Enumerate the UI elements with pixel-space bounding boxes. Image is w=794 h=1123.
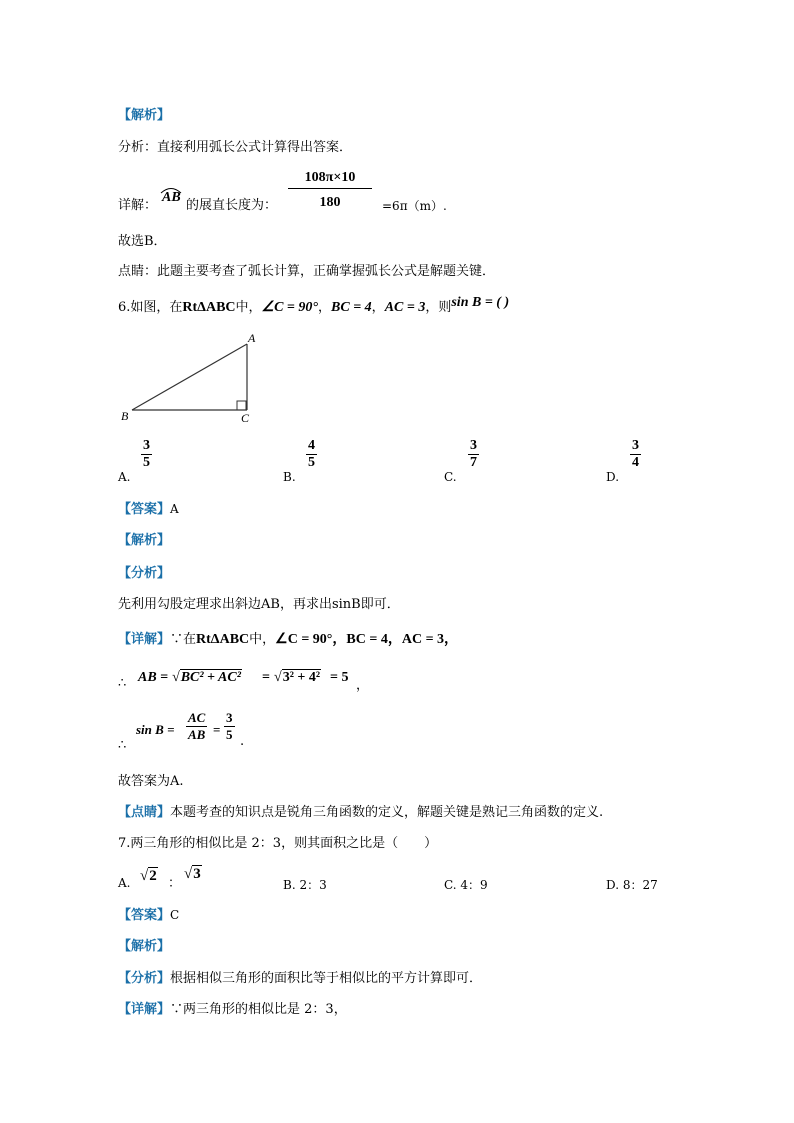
q6-sin-num: AC [188,710,206,725]
q6-option-a-num: 3 [143,438,150,453]
q6-fig-label-a: A [248,331,256,345]
q6-eq-sq2: 3² + 4² [282,670,321,685]
q7-answer-tag: 【答案】 [118,908,171,923]
q6-sin-frac1 [186,710,207,743]
q5-conclusion: 故选B． [118,234,167,249]
q6-remark: 本题考查的知识点是锐角三角函数的定义，解题关键是熟记三角函数的定义. [170,805,604,820]
q6-option-a-letter: A. [118,470,131,484]
q7-option-a-r2: 3 [193,866,201,882]
q7-analysis: 根据相似三角形的面积比等于相似比的平方计算即可． [170,971,483,986]
q5-detail-mid: 的展直长度为： [186,198,278,213]
q5-analysis: 分析：直接利用弧长公式计算得出答案． [118,140,353,155]
q6-sin-den2: 5 [226,727,233,742]
q6-eq-ab-lhs: AB = [138,670,169,685]
q7-detail-tag: 【详解】 [118,1002,171,1017]
q6-fig-label-c: C [241,411,250,425]
q6-detail1-bc: ，BC = 4 [332,632,388,647]
q6-ask: sin B = ( ) [451,295,510,310]
q6-option-b-letter: B. [283,470,296,484]
q6-eq-comma: ， [356,678,370,693]
q7-jiexi-tag: 【解析】 [118,939,171,954]
q6-option-d-letter: D. [606,470,620,484]
q6-bc: BC = 4 [331,300,372,315]
q6-comma2: ， [371,300,385,315]
q6-answer-line [118,498,179,517]
q7-detail-line [118,998,347,1017]
q6-option-d-den: 4 [632,455,639,470]
q6-sin-den: AB [188,727,206,742]
q7-detail: ∵两三角形的相似比是 2：3， [170,1002,347,1017]
q5-detail-result: =6π（m）. [382,199,447,213]
q5-frac-num: 108π×10 [304,170,356,185]
q6-answer-tag: 【答案】 [118,502,171,517]
q7-option-c: C. 4：9 [444,878,488,892]
q6-stem-in: 中， [235,300,262,315]
q5-fraction [288,170,372,211]
q6-therefore-2: ∴ [118,738,127,753]
q7-option-a-root1: √2 [140,868,157,884]
q6-comma1: ， [318,300,332,315]
q5-remark: 点睛：此题主要考查了弧长计算，正确掌握弧长公式是解题关键． [118,264,496,279]
q6-eq-res: = 5 [330,670,349,685]
q6-sin-dot: . [240,734,245,749]
q6-sin-eq: = [213,722,221,737]
q6-conclusion: 故答案为A. [118,774,184,789]
q6-option-d-frac [630,438,641,471]
q6-sin-frac2 [224,710,235,743]
q6-detail1-ac: ，AC = 3， [387,632,459,647]
q6-option-c-letter: C. [444,470,457,484]
q7-option-a-r1: 2 [149,868,157,884]
q6-jiexi-tag: 【解析】 [118,533,171,548]
q6-detail1-angle: ∠C = 90° [275,632,333,647]
q6-fig-label-b: B [121,409,129,423]
q6-option-b-den: 5 [308,455,315,470]
q6-triangle-figure [118,330,268,426]
q6-eq-eq: = [262,670,270,685]
q7-fenxi-tag: 【分析】 [118,971,171,986]
q6-eq-sqrt1: √BC² + AC² [172,670,241,685]
q6-option-b-frac [306,438,317,471]
q7-answer: C [170,908,180,922]
q6-detail-tag: 【详解】 [118,632,171,647]
q6-option-c-frac [468,438,479,471]
q6-option-a-den: 5 [143,455,150,470]
q5-arc-ab [162,190,181,206]
q6-stem [118,296,509,320]
q6-triangle: RtΔABC [182,300,236,315]
q6-stem-then: ，则 [425,300,452,315]
q6-option-b-num: 4 [308,438,315,453]
q6-option-c-num: 3 [470,438,477,453]
q6-sin-num2: 3 [226,710,233,725]
q6-remark-line [118,801,603,820]
q5-detail-prefix: 详解： [118,198,158,213]
q7-option-a-root2: √3 [184,866,201,882]
q6-detail1-tri: RtΔABC [196,632,250,647]
q6-eq-sqrt2: √3² + 4² [274,670,321,685]
q7-option-a-letter: A. [118,876,131,890]
q6-option-d-num: 3 [632,438,639,453]
q6-option-a-frac [141,438,152,471]
q7-option-a-colon: ： [168,876,182,891]
q6-fenxi-tag: 【分析】 [118,566,171,581]
q6-stem-prefix: 6.如图，在 [118,300,183,315]
q6-sinb: sin B = [136,722,175,737]
q6-remark-tag: 【点睛】 [118,805,171,820]
q6-therefore-1: ∴ [118,676,127,691]
q7-stem: 7.两三角形的相似比是 2：3，则其面积之比是（ ） [118,836,438,851]
q6-detail1 [118,628,458,648]
q6-eq-sq1: BC² + AC² [180,670,241,685]
q6-analysis-text: 先利用勾股定理求出斜边AB，再求出sinB即可． [118,597,400,612]
arc-symbol-icon [160,186,182,194]
q5-arc-label: AB [162,190,181,205]
q5-frac-den: 180 [288,188,372,211]
q6-detail1-because: ∵在 [170,632,197,647]
q7-option-d: D. 8：27 [606,878,658,892]
q7-answer-line [118,904,179,923]
q6-angle: ∠C = 90° [261,300,318,315]
q6-detail1-in: 中， [249,632,276,647]
q7-option-b: B. 2：3 [283,878,327,892]
q6-answer: A [170,502,179,516]
q7-analysis-line [118,967,482,986]
q6-ac: AC = 3 [384,300,426,315]
q5-jiexi-tag: 【解析】 [118,108,171,123]
q6-option-c-den: 7 [470,455,477,470]
